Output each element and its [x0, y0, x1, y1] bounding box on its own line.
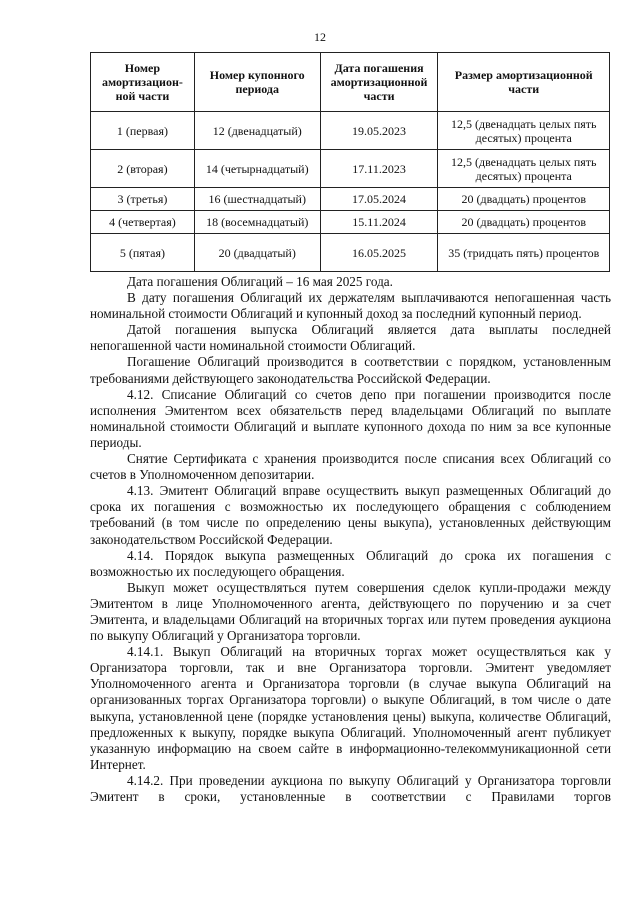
paragraph-4-14: 4.14. Порядок выкупа размещенных Облигаций до срока их погашения с возможностью их последующего обращения. [90, 547, 611, 579]
table-cell: 17.11.2023 [320, 150, 438, 188]
table-cell: 20 (двадцать) процентов [438, 188, 610, 211]
body-text [90, 274, 611, 805]
table-row [91, 188, 610, 211]
header-part-number: Номер амортизацион-ной части [91, 53, 195, 112]
table-cell: 35 (тридцать пять) процентов [438, 234, 610, 272]
paragraph: Датой погашения выпуска Облигаций является дата выплаты последней непогашенной части номинальной стоимости Облигаций. [90, 322, 611, 354]
table-row [91, 234, 610, 272]
paragraph: Снятие Сертификата с хранения производится после списания всех Облигаций со счетов в Уполномоченном депозитарии. [90, 451, 611, 483]
table-cell: 14 (четырнадцатый) [194, 150, 320, 188]
paragraph-maturity-date: Дата погашения Облигаций – 16 мая 2025 года. [127, 274, 393, 289]
header-coupon-period: Номер купонного периода [194, 53, 320, 112]
table-header-row [91, 53, 610, 112]
table-row [91, 211, 610, 234]
table-cell: 20 (двадцатый) [194, 234, 320, 272]
table-cell: 5 (пятая) [91, 234, 195, 272]
table-cell: 15.11.2024 [320, 211, 438, 234]
header-part-size: Размер амортизационной части [438, 53, 610, 112]
table-cell: 17.05.2024 [320, 188, 438, 211]
page-number: 12 [314, 30, 326, 44]
table-cell: 4 (четвертая) [91, 211, 195, 234]
table-cell: 1 (первая) [91, 112, 195, 150]
table-cell: 12,5 (двенадцать целых пять десятых) процента [438, 150, 610, 188]
paragraph: Выкуп может осуществляться путем совершения сделок купли-продажи между Эмитентом в лице Уполномоченного агента, действующего по поручению и за счет Эмитента, и владельцами Облигаций на вторичных торгах или путем проведения аукциона по выкупу Облигаций у Организатора торговли. [90, 579, 611, 644]
table-row [91, 150, 610, 188]
table-cell: 3 (третья) [91, 188, 195, 211]
table-cell: 16 (шестнадцатый) [194, 188, 320, 211]
header-repayment-date: Дата погашения амортизационной части [320, 53, 438, 112]
table-cell: 12,5 (двенадцать целых пять десятых) процента [438, 112, 610, 150]
table-cell: 12 (двенадцатый) [194, 112, 320, 150]
paragraph: В дату погашения Облигаций их держателям выплачиваются непогашенная часть номинальной стоимости Облигаций и купонный доход за последний купонный период. [90, 290, 611, 322]
paragraph-4-14-2: 4.14.2. При проведении аукциона по выкупу Облигаций у Организатора торговли Эмитент в сроки, установленные в соответствии с Правилами торгов [90, 772, 611, 804]
table-cell: 2 (вторая) [91, 150, 195, 188]
amortization-table [90, 52, 610, 272]
paragraph-4-12: 4.12. Списание Облигаций со счетов депо при погашении производится после исполнения Эмитентом всех обязательств перед владельцами Облигаций по выплате номинальной стоимости Облигаций и выплате купонного дохода по ним за все купонные периоды. [90, 386, 611, 450]
table-cell: 19.05.2023 [320, 112, 438, 150]
table-cell: 18 (восемнадцатый) [194, 211, 320, 234]
paragraph-4-14-1: 4.14.1. Выкуп Облигаций на вторичных торгах может осуществляться как у Организатора торговли, так и вне Организатора торговли. Эмитент уведомляет Уполномоченного агента и Организатора торговли (в случае выкупа Облигаций на организованных торгах Организатора торговли) о выкупе Облигаций, в том числе о дате выкупа, установленной цене (порядке установления цены) выкупа, количестве Облигаций, предложенных к выкупу, порядке выкупа Облигаций. Уполномоченный агент публикует указанную информацию на своем сайте в информационно-телекоммуникационной сети Интернет. [90, 644, 611, 772]
paragraph-4-13: 4.13. Эмитент Облигаций вправе осуществить выкуп размещенных Облигаций до срока их погашения с возможностью их последующего обращения с соблюдением требований (в том числе по определению цены выкупа), установленных действующим законодательством Российской Федерации. [90, 483, 611, 547]
table-cell: 20 (двадцать) процентов [438, 211, 610, 234]
table-row [91, 112, 610, 150]
paragraph: Погашение Облигаций производится в соответствии с порядком, установленным требованиями действующего законодательства Российской Федерации. [90, 354, 611, 386]
table-cell: 16.05.2025 [320, 234, 438, 272]
